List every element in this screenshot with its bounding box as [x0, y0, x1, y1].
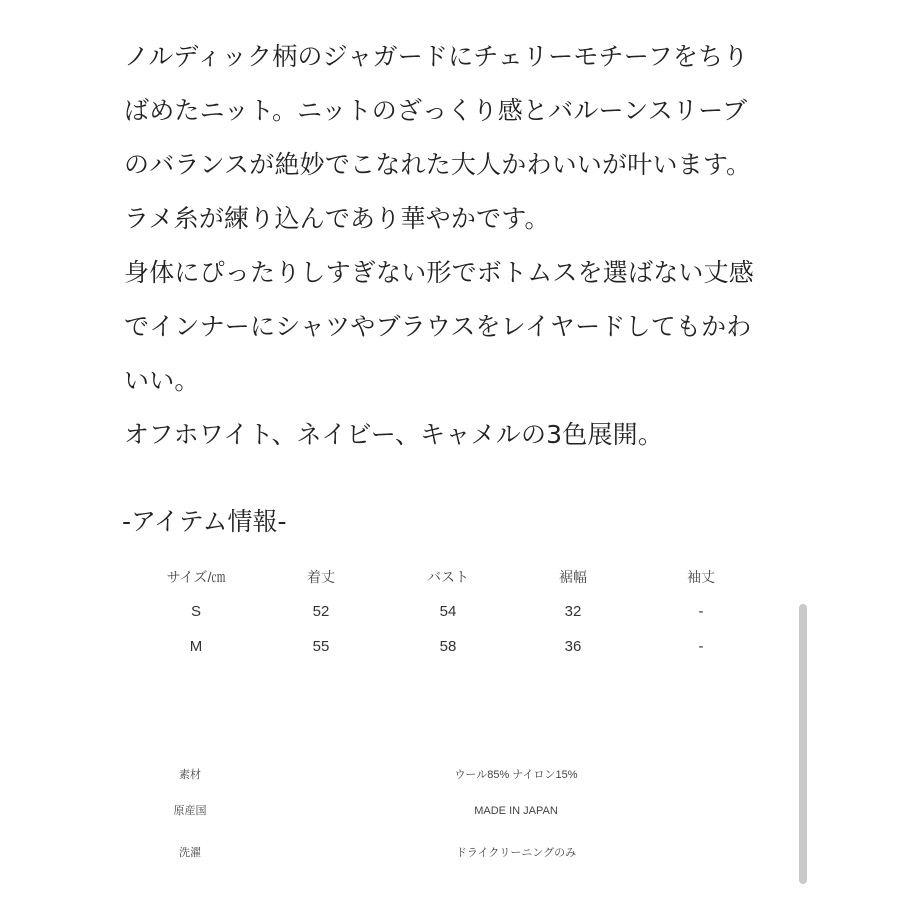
table-cell: 55	[312, 638, 330, 655]
spec-row-origin	[0, 798, 900, 834]
spec-label: 原産国	[173, 805, 207, 817]
table-cell: 32	[564, 603, 582, 620]
header-cell-bust: バスト	[427, 569, 469, 585]
description-line: オフホワイト、ネイビー、キャメルの3色展開。	[124, 420, 664, 449]
item-info-title: -アイテム情報-	[122, 507, 287, 536]
table-row	[0, 632, 900, 667]
spec-value: ドライクリーニングのみ	[455, 847, 577, 859]
header-cell-size: サイズ/㎝	[166, 569, 226, 585]
table-cell: 54	[439, 603, 457, 620]
description-line: ノルディック柄のジャガードにチェリーモチーフをちり	[124, 42, 749, 71]
description-line: ばめたニット。ニットのざっくり感とバルーンスリーブ	[124, 96, 748, 125]
spec-value: MADE IN JAPAN	[474, 805, 558, 817]
scrollbar[interactable]	[799, 604, 807, 884]
description-line: 身体にぴったりしすぎない形でボトムスを選ばない丈感	[124, 258, 755, 287]
table-row	[0, 597, 900, 632]
table-cell: 52	[312, 603, 330, 620]
size-table-header	[0, 562, 900, 597]
description-line: ラメ糸が練り込んであり華やかです。	[124, 204, 550, 233]
table-cell: M	[189, 638, 203, 655]
size-table	[0, 562, 900, 667]
spec-row-washing	[0, 840, 900, 876]
spec-label: 素材	[179, 769, 201, 781]
table-cell: -	[698, 603, 704, 620]
header-cell-sleeve-length: 袖丈	[687, 569, 715, 585]
spec-label: 洗濯	[179, 847, 201, 859]
spec-value: ウール85% ナイロン15%	[454, 769, 578, 781]
table-cell: -	[698, 638, 704, 655]
product-description	[124, 30, 804, 462]
description-line: でインナーにシャツやブラウスをレイヤードしてもかわ	[124, 312, 752, 341]
spec-table	[0, 762, 900, 876]
description-line: いい。	[124, 366, 200, 395]
header-cell-hem-width: 裾幅	[559, 569, 587, 585]
table-cell: 36	[564, 638, 582, 655]
spec-row-material	[0, 762, 900, 798]
header-cell-length: 着丈	[307, 569, 335, 585]
table-cell: S	[190, 603, 201, 620]
description-line: のバランスが絶妙でこなれた大人かわいいが叶います。	[124, 150, 752, 179]
table-cell: 58	[439, 638, 457, 655]
